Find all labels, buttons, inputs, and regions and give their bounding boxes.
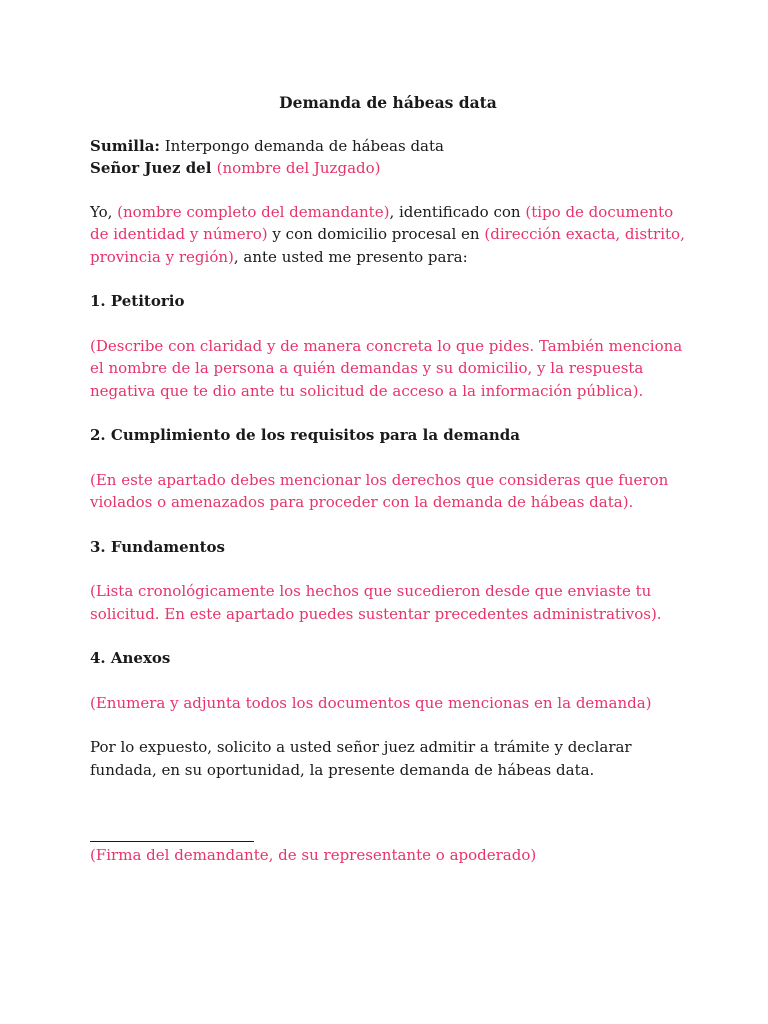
sumilla-label: Sumilla: bbox=[90, 136, 160, 155]
intro-text-4: , ante usted me presento para: bbox=[233, 247, 468, 266]
section-heading-petitorio: 1. Petitorio bbox=[90, 292, 185, 310]
section-body-anexos: (Enumera y adjunta todos los documentos que mencionas en la demanda) bbox=[90, 693, 652, 712]
document-body bbox=[90, 92, 690, 867]
senor-juez-label: Señor Juez del bbox=[90, 159, 217, 177]
senor-juez-line bbox=[90, 157, 690, 180]
signature-placeholder: (Firma del demandante, de su representante o apoderado) bbox=[90, 846, 537, 864]
section-heading-fundamentos: 3. Fundamentos bbox=[90, 537, 225, 556]
juzgado-placeholder: (nombre del Juzgado) bbox=[216, 159, 381, 177]
id-document-placeholder: (tipo de documento de identidad y número) bbox=[90, 202, 674, 243]
sumilla-line bbox=[90, 135, 690, 158]
section-body-petitorio: (Describe con claridad y de manera concreta lo que pides. También menciona el nombre de la persona a quién demandas y su domicilio, y la respuesta negativa que te dio ante tu solicitud de acceso a la información pública). bbox=[90, 336, 683, 400]
intro-paragraph bbox=[90, 201, 690, 269]
intro-text-1: Yo, bbox=[90, 202, 118, 221]
section-body-fundamentos: (Lista cronológicamente los hechos que sucedieron desde que enviaste tu solicitud. En este apartado puedes sustentar precedentes administrativos). bbox=[90, 582, 662, 623]
intro-text-3: y con domicilio procesal en bbox=[267, 225, 485, 243]
section-heading-requisitos: 2. Cumplimiento de los requisitos para la demanda bbox=[90, 426, 520, 444]
sumilla-text: Interpongo demanda de hábeas data bbox=[159, 136, 444, 155]
demandante-name-placeholder: (nombre completo del demandante) bbox=[117, 202, 390, 221]
intro-text-2: , identificado con bbox=[389, 202, 526, 221]
signature-line bbox=[90, 841, 254, 842]
document-title: Demanda de hábeas data bbox=[279, 93, 497, 112]
section-heading-anexos: 4. Anexos bbox=[90, 649, 171, 667]
closing-paragraph: Por lo expuesto, solicito a usted señor juez admitir a trámite y declarar fundada, en su oportunidad, la presente demanda de hábeas data. bbox=[90, 738, 632, 779]
section-body-requisitos: (En este apartado debes mencionar los derechos que consideras que fueron violados o amenazados para proceder con la demanda de hábeas data). bbox=[90, 470, 669, 511]
address-placeholder: (dirección exacta, distrito, provincia y región) bbox=[90, 225, 685, 266]
